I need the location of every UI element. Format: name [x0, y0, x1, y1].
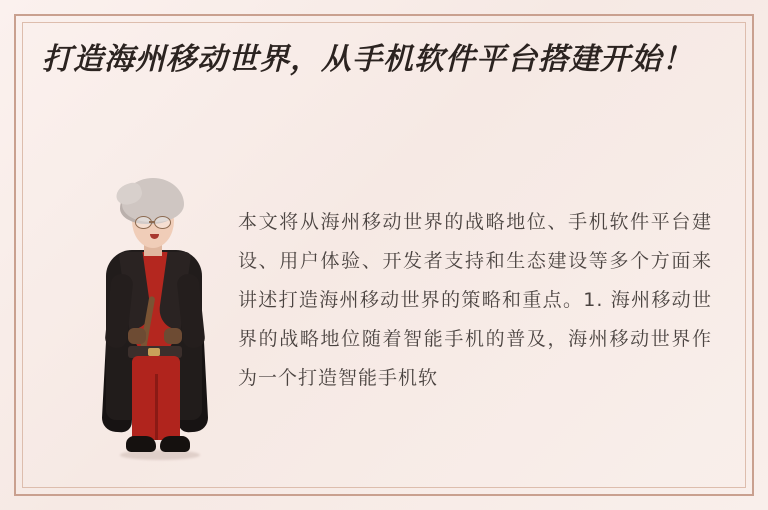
page-title: 打造海州移动世界，从手机软件平台搭建开始！: [42, 42, 693, 77]
hand-right-shape: [164, 328, 182, 344]
article-paragraph: 本文将从海州移动世界的战略地位、手机软件平台建设、用户体验、开发者支持和生态建设等多个方面来讲述打造海州移动世界的策略和重点。1. 海州移动世界的战略地位随着智能手机的普及，海州移动世界作为一个打造智能手机软: [238, 211, 712, 389]
shoe-left-shape: [126, 436, 156, 452]
glasses-right-lens-icon: [154, 216, 171, 229]
belt-buckle-shape: [148, 348, 160, 356]
hand-left-shape: [128, 328, 146, 344]
shoe-right-shape: [160, 436, 190, 452]
pants-seam-shape: [155, 374, 158, 440]
article-body-area: [42, 154, 734, 476]
character-illustration: [84, 178, 224, 468]
article-content: [34, 34, 734, 476]
glasses-bridge-shape: [149, 221, 155, 223]
